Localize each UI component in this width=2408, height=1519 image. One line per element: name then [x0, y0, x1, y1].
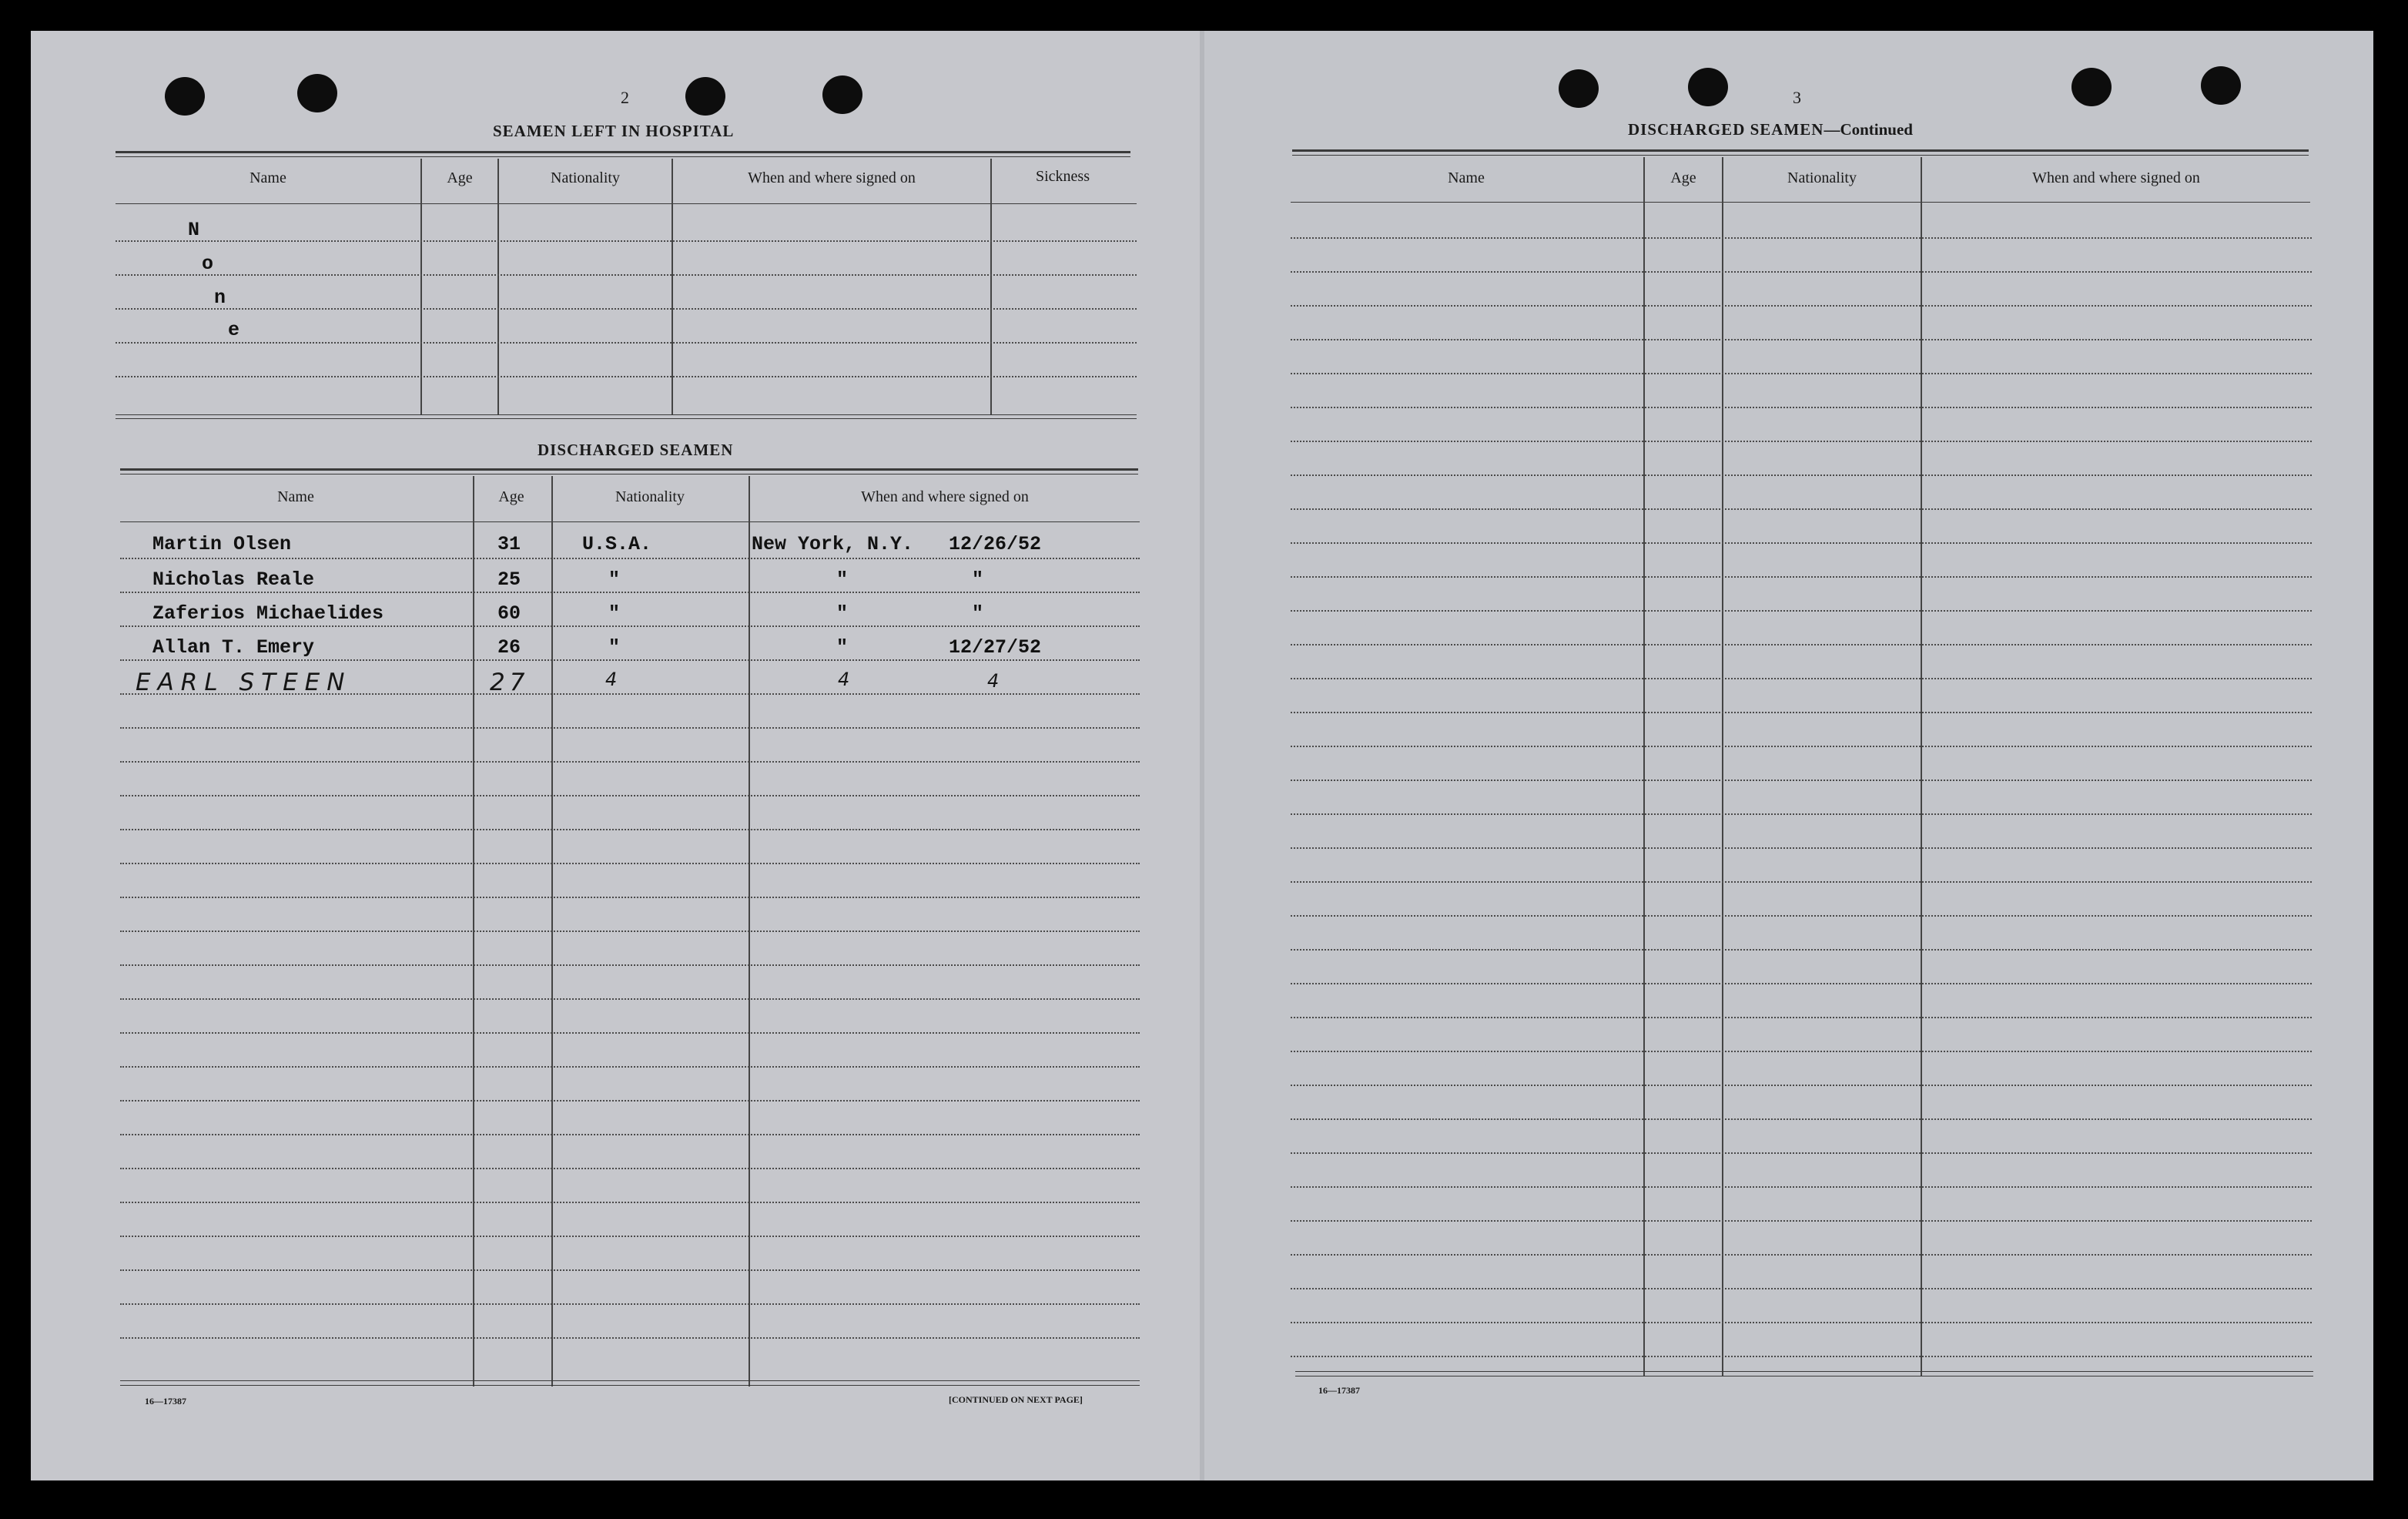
form-number: 16—17387 — [1318, 1385, 1360, 1396]
ruled-line — [120, 558, 1140, 559]
rule — [120, 521, 1140, 522]
continued-note: [CONTINUED ON NEXT PAGE] — [949, 1394, 1083, 1405]
ruled-line — [1291, 813, 2312, 815]
discharged-section-title: DISCHARGED SEAMEN — [538, 441, 734, 459]
seaman-signed-date: " — [972, 602, 984, 625]
ruled-line — [116, 376, 1137, 377]
punch-hole — [297, 74, 337, 112]
ruled-line — [1291, 576, 2312, 578]
ruled-line — [1291, 1356, 2312, 1357]
seaman-signed-date: " — [972, 568, 984, 591]
ruled-line — [1291, 678, 2312, 679]
ruled-line — [116, 342, 1137, 344]
ruled-line — [1291, 1051, 2312, 1052]
ruled-line — [1291, 305, 2312, 307]
seaman-signed-date-handwritten: 4 — [987, 670, 1006, 692]
continued-title-main: DISCHARGED SEAMEN — [1628, 120, 1824, 139]
ruled-line — [1291, 237, 2312, 239]
hospital-none-letter: o — [202, 253, 214, 275]
seaman-signed-place: " — [836, 568, 849, 591]
ruled-line — [1291, 644, 2312, 645]
continued-col-nationality: Nationality — [1787, 169, 1857, 186]
hospital-col-name: Name — [250, 169, 286, 186]
ruled-line — [120, 863, 1140, 864]
continued-col-name: Name — [1448, 169, 1485, 186]
rule — [1291, 202, 2310, 203]
seaman-age: 60 — [497, 602, 521, 625]
discharged-col-name: Name — [277, 488, 314, 505]
hospital-col-nationality: Nationality — [551, 169, 620, 186]
ruled-line — [1291, 1322, 2312, 1323]
rule — [120, 1385, 1140, 1386]
ruled-line — [1291, 474, 2312, 476]
ruled-line — [1291, 373, 2312, 374]
ruled-line — [120, 964, 1140, 966]
continued-title-suffix: —Continued — [1824, 120, 1913, 139]
ruled-line — [1291, 983, 2312, 984]
rule — [1292, 155, 2309, 156]
ruled-line — [120, 1168, 1140, 1169]
ruled-line — [120, 727, 1140, 729]
seaman-signed-date: 12/27/52 — [949, 636, 1042, 659]
ruled-line — [120, 1202, 1140, 1203]
seaman-age: 31 — [497, 533, 521, 555]
ruled-line — [1291, 1186, 2312, 1188]
punch-hole — [822, 75, 862, 114]
seaman-name: Zaferios Michaelides — [152, 602, 384, 625]
ruled-line — [120, 592, 1140, 593]
page-number: 3 — [1793, 88, 1801, 107]
discharged-col-age: Age — [498, 488, 524, 505]
ruled-line — [1291, 271, 2312, 273]
rule — [1292, 149, 2309, 152]
ruled-line — [1291, 746, 2312, 747]
rule — [120, 1380, 1140, 1381]
seaman-age: 26 — [497, 636, 521, 659]
continued-col-signed-on: When and where signed on — [2032, 169, 2200, 186]
continued-col-age: Age — [1670, 169, 1696, 186]
seaman-signed-place: " — [836, 636, 849, 659]
ruled-line — [1291, 712, 2312, 713]
punch-hole — [685, 77, 725, 116]
seaman-nationality: " — [608, 568, 621, 591]
punch-hole — [1559, 69, 1599, 108]
seaman-age-handwritten: 27 — [490, 669, 530, 696]
ruled-line — [116, 308, 1137, 310]
ruled-line — [1291, 915, 2312, 917]
ruled-line — [1291, 1220, 2312, 1222]
rule — [116, 418, 1137, 419]
page-number: 2 — [621, 88, 629, 107]
ruled-line — [1291, 1254, 2312, 1256]
seaman-nationality: " — [608, 602, 621, 625]
continued-section-title — [1628, 120, 1913, 139]
seaman-name: Nicholas Reale — [152, 568, 315, 591]
seaman-nationality-handwritten: 4 — [605, 669, 625, 690]
rule — [116, 414, 1137, 415]
ruled-line — [1291, 407, 2312, 408]
ruled-line — [1291, 441, 2312, 442]
punch-hole — [2201, 66, 2241, 105]
hospital-col-sickness: Sickness — [1036, 168, 1090, 185]
ruled-line — [120, 1269, 1140, 1271]
punch-hole — [165, 77, 205, 116]
seaman-name: Martin Olsen — [152, 533, 292, 555]
hospital-none-letter: e — [228, 319, 240, 341]
ruled-line — [1291, 1152, 2312, 1154]
ruled-line — [1291, 881, 2312, 883]
ruled-line — [120, 1100, 1140, 1102]
ruled-line — [120, 1236, 1140, 1237]
seaman-name-handwritten: EARL STEEN — [136, 669, 352, 696]
ruled-line — [116, 274, 1137, 276]
discharged-col-nationality: Nationality — [615, 488, 685, 505]
ruled-line — [120, 659, 1140, 661]
ruled-line — [120, 1337, 1140, 1339]
ruled-line — [120, 761, 1140, 763]
seaman-nationality: U.S.A. — [582, 533, 652, 555]
rule — [116, 203, 1137, 204]
discharged-col-signed-on: When and where signed on — [861, 488, 1029, 505]
rule — [116, 156, 1130, 157]
form-number: 16—17387 — [145, 1396, 186, 1407]
ruled-line — [1291, 1118, 2312, 1120]
rule — [116, 151, 1130, 153]
seaman-signed-place-handwritten: 4 — [838, 669, 857, 690]
hospital-col-signed-on: When and where signed on — [748, 169, 916, 186]
ruled-line — [1291, 1288, 2312, 1289]
ruled-line — [1291, 1017, 2312, 1018]
ruled-line — [1291, 610, 2312, 612]
ruled-line — [120, 897, 1140, 898]
ruled-line — [120, 625, 1140, 627]
ruled-line — [1291, 339, 2312, 340]
page-fold — [1200, 31, 1204, 1480]
ruled-line — [120, 998, 1140, 1000]
hospital-section-title: SEAMEN LEFT IN HOSPITAL — [493, 122, 735, 140]
rule — [1295, 1371, 2313, 1372]
punch-hole — [1688, 68, 1728, 106]
seaman-name: Allan T. Emery — [152, 636, 315, 659]
right-page — [1203, 31, 2373, 1480]
punch-hole — [2071, 68, 2112, 106]
ruled-line — [1291, 1085, 2312, 1086]
ruled-line — [120, 795, 1140, 796]
ruled-line — [1291, 542, 2312, 544]
seaman-signed-date: 12/26/52 — [949, 533, 1042, 555]
ruled-line — [116, 240, 1137, 242]
left-page — [31, 31, 1203, 1480]
ruled-line — [1291, 508, 2312, 510]
ruled-line — [120, 931, 1140, 932]
seaman-age: 25 — [497, 568, 521, 591]
ruled-line — [120, 1134, 1140, 1135]
ruled-line — [1291, 949, 2312, 951]
ruled-line — [120, 1303, 1140, 1305]
ruled-line — [120, 1066, 1140, 1068]
hospital-none-letter: N — [188, 219, 200, 241]
ruled-line — [120, 1032, 1140, 1034]
hospital-col-age: Age — [447, 169, 473, 186]
ruled-line — [120, 829, 1140, 830]
hospital-none-letter: n — [214, 287, 226, 309]
seaman-signed-place: New York, N.Y. — [752, 533, 914, 555]
seaman-signed-place: " — [836, 602, 849, 625]
ruled-line — [1291, 780, 2312, 781]
ruled-line — [1291, 847, 2312, 849]
rule — [120, 468, 1138, 471]
seaman-nationality: " — [608, 636, 621, 659]
